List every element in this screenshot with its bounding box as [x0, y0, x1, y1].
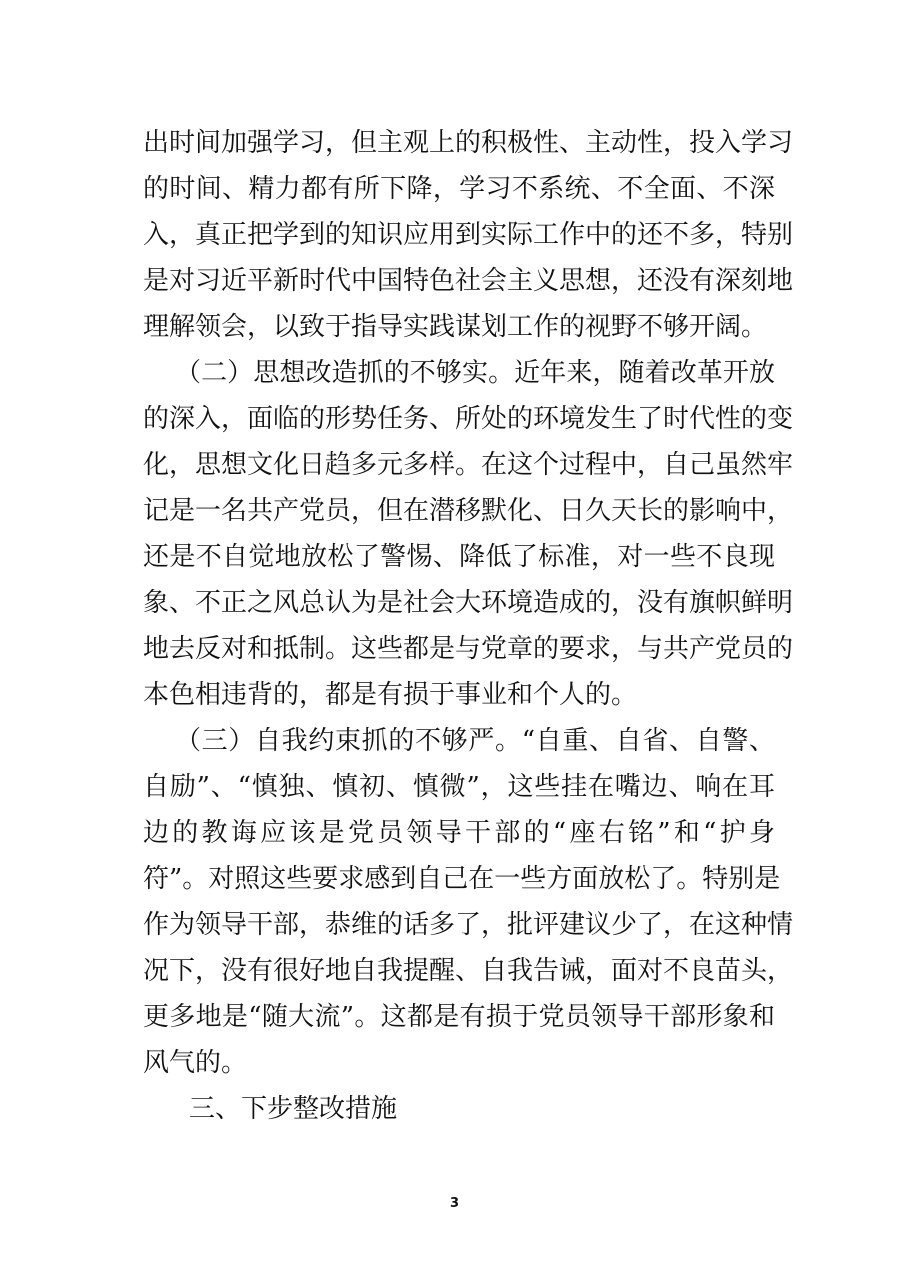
- text-line: 边的教诲应该是党员领导干部的“座右铭”和“护身: [143, 818, 775, 848]
- text-line: 记是一名共产党员，但在潜移默化、日久天长的影响中，: [143, 496, 794, 526]
- text-line: （三）自我约束抓的不够严。“自重、自省、自警、: [175, 726, 775, 756]
- text-line: 出时间加强学习，但主观上的积极性、主动性，投入学习: [143, 128, 794, 158]
- text-line: 入，真正把学到的知识应用到实际工作中的还不多，特别: [143, 220, 794, 250]
- text-line: 理解领会，以致于指导实践谋划工作的视野不够开阔。: [143, 312, 768, 342]
- text-line: 的深入，面临的形势任务、所处的环境发生了时代性的变: [143, 404, 794, 434]
- text-line: 更多地是“随大流”。这都是有损于党员领导干部形象和: [143, 1002, 775, 1032]
- page-number: 3: [449, 1196, 460, 1211]
- text-line: 是对习近平新时代中国特色社会主义思想，还没有深刻地: [143, 266, 794, 296]
- text-line: 况下，没有很好地自我提醒、自我告诫，面对不良苗头，: [143, 956, 794, 986]
- text-line: 作为领导干部，恭维的话多了，批评建议少了，在这种情: [143, 910, 794, 940]
- text-line: 地去反对和抵制。这些都是与党章的要求，与共产党员的: [143, 634, 794, 664]
- text-line: 符”。对照这些要求感到自己在一些方面放松了。特别是: [143, 864, 781, 894]
- text-line: 的时间、精力都有所下降，学习不系统、不全面、不深: [143, 174, 775, 204]
- text-line: 象、不正之风总认为是社会大环境造成的，没有旗帜鲜明: [143, 588, 794, 618]
- text-line: 自励”、“慎独、慎初、慎微”，这些挂在嘴边、响在耳: [143, 772, 775, 802]
- text-line: 本色相违背的，都是有损于事业和个人的。: [143, 680, 638, 710]
- text-line: 化，思想文化日趋多元多样。在这个过程中，自己虽然牢: [143, 450, 794, 480]
- text-line: 风气的。: [143, 1048, 248, 1078]
- text-line: （二）思想改造抓的不够实。近年来，随着改革开放: [175, 358, 775, 388]
- text-line: 还是不自觉地放松了警惕、降低了标准，对一些不良现: [143, 542, 775, 572]
- section-heading: 三、下步整改措施: [189, 1094, 398, 1124]
